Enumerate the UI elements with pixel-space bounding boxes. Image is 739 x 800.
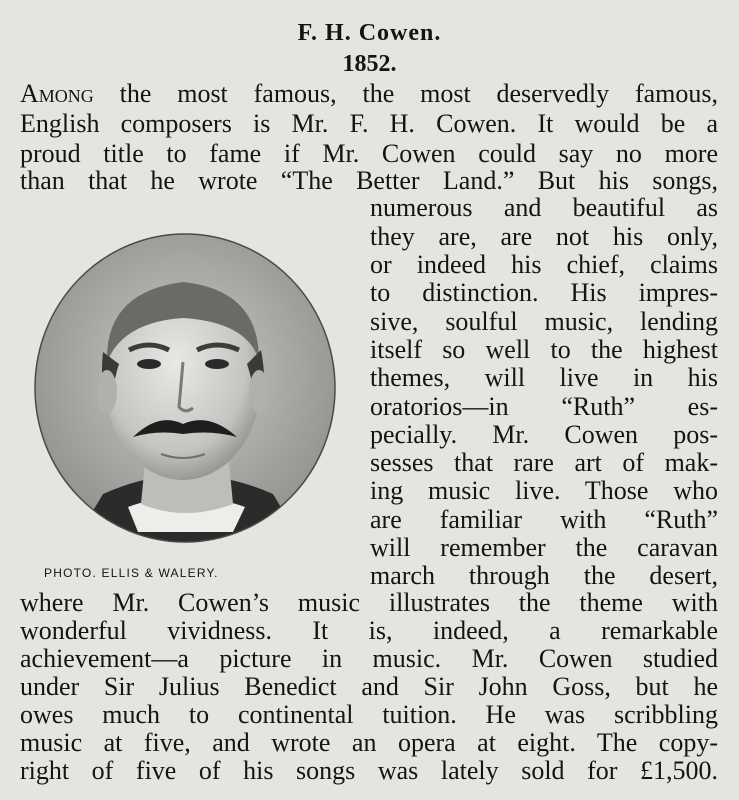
body-line: where Mr. Cowen’s music illustrates the theme with — [20, 588, 718, 617]
body-line: right of five of his songs was lately sold for £1,500. — [20, 756, 718, 785]
body-line: numerous and beautiful as — [370, 193, 718, 222]
body-line: sesses that rare art of mak- — [370, 448, 718, 477]
photo-credit: PHOTO. ELLIS & WALERY. — [44, 566, 219, 580]
body-line: pecially. Mr. Cowen pos- — [370, 420, 718, 449]
body-line: wonderful vividness. It is, indeed, a remarkable — [20, 616, 718, 645]
portrait-photo — [33, 232, 337, 544]
opening-word: Among — [20, 79, 94, 108]
body-line: they are, are not his only, — [370, 222, 718, 251]
body-line: English composers is Mr. F. H. Cowen. It would be a — [20, 109, 718, 138]
article-title: F. H. Cowen. — [297, 20, 442, 46]
body-line: ing music live. Those who — [370, 476, 718, 505]
body-line: proud title to fame if Mr. Cowen could say no more — [20, 139, 718, 168]
body-line: are familiar with “Ruth” — [370, 505, 718, 534]
body-line: sive, soulful music, lending — [370, 307, 718, 336]
body-line: to distinction. His impres- — [370, 278, 718, 307]
body-line: march through the desert, — [370, 561, 718, 590]
body-line: or indeed his chief, claims — [370, 250, 718, 279]
body-line: itself so well to the highest — [370, 335, 718, 364]
body-line: achievement—a picture in music. Mr. Cowen studied — [20, 644, 718, 673]
body-line: themes, will live in his — [370, 363, 718, 392]
article-year: 1852. — [342, 51, 397, 77]
body-line: oratorios—in “Ruth” es- — [370, 392, 718, 421]
body-line: under Sir Julius Benedict and Sir John Goss, but he — [20, 672, 718, 701]
body-line: than that he wrote “The Better Land.” But his songs, — [20, 166, 718, 195]
body-line: music at five, and wrote an opera at eight. The copy- — [20, 728, 718, 757]
body-line-text: the most famous, the most deservedly famous, — [93, 79, 718, 108]
body-line: will remember the caravan — [370, 533, 718, 562]
body-line: owes much to continental tuition. He was scribbling — [20, 700, 718, 729]
body-line — [20, 79, 718, 109]
